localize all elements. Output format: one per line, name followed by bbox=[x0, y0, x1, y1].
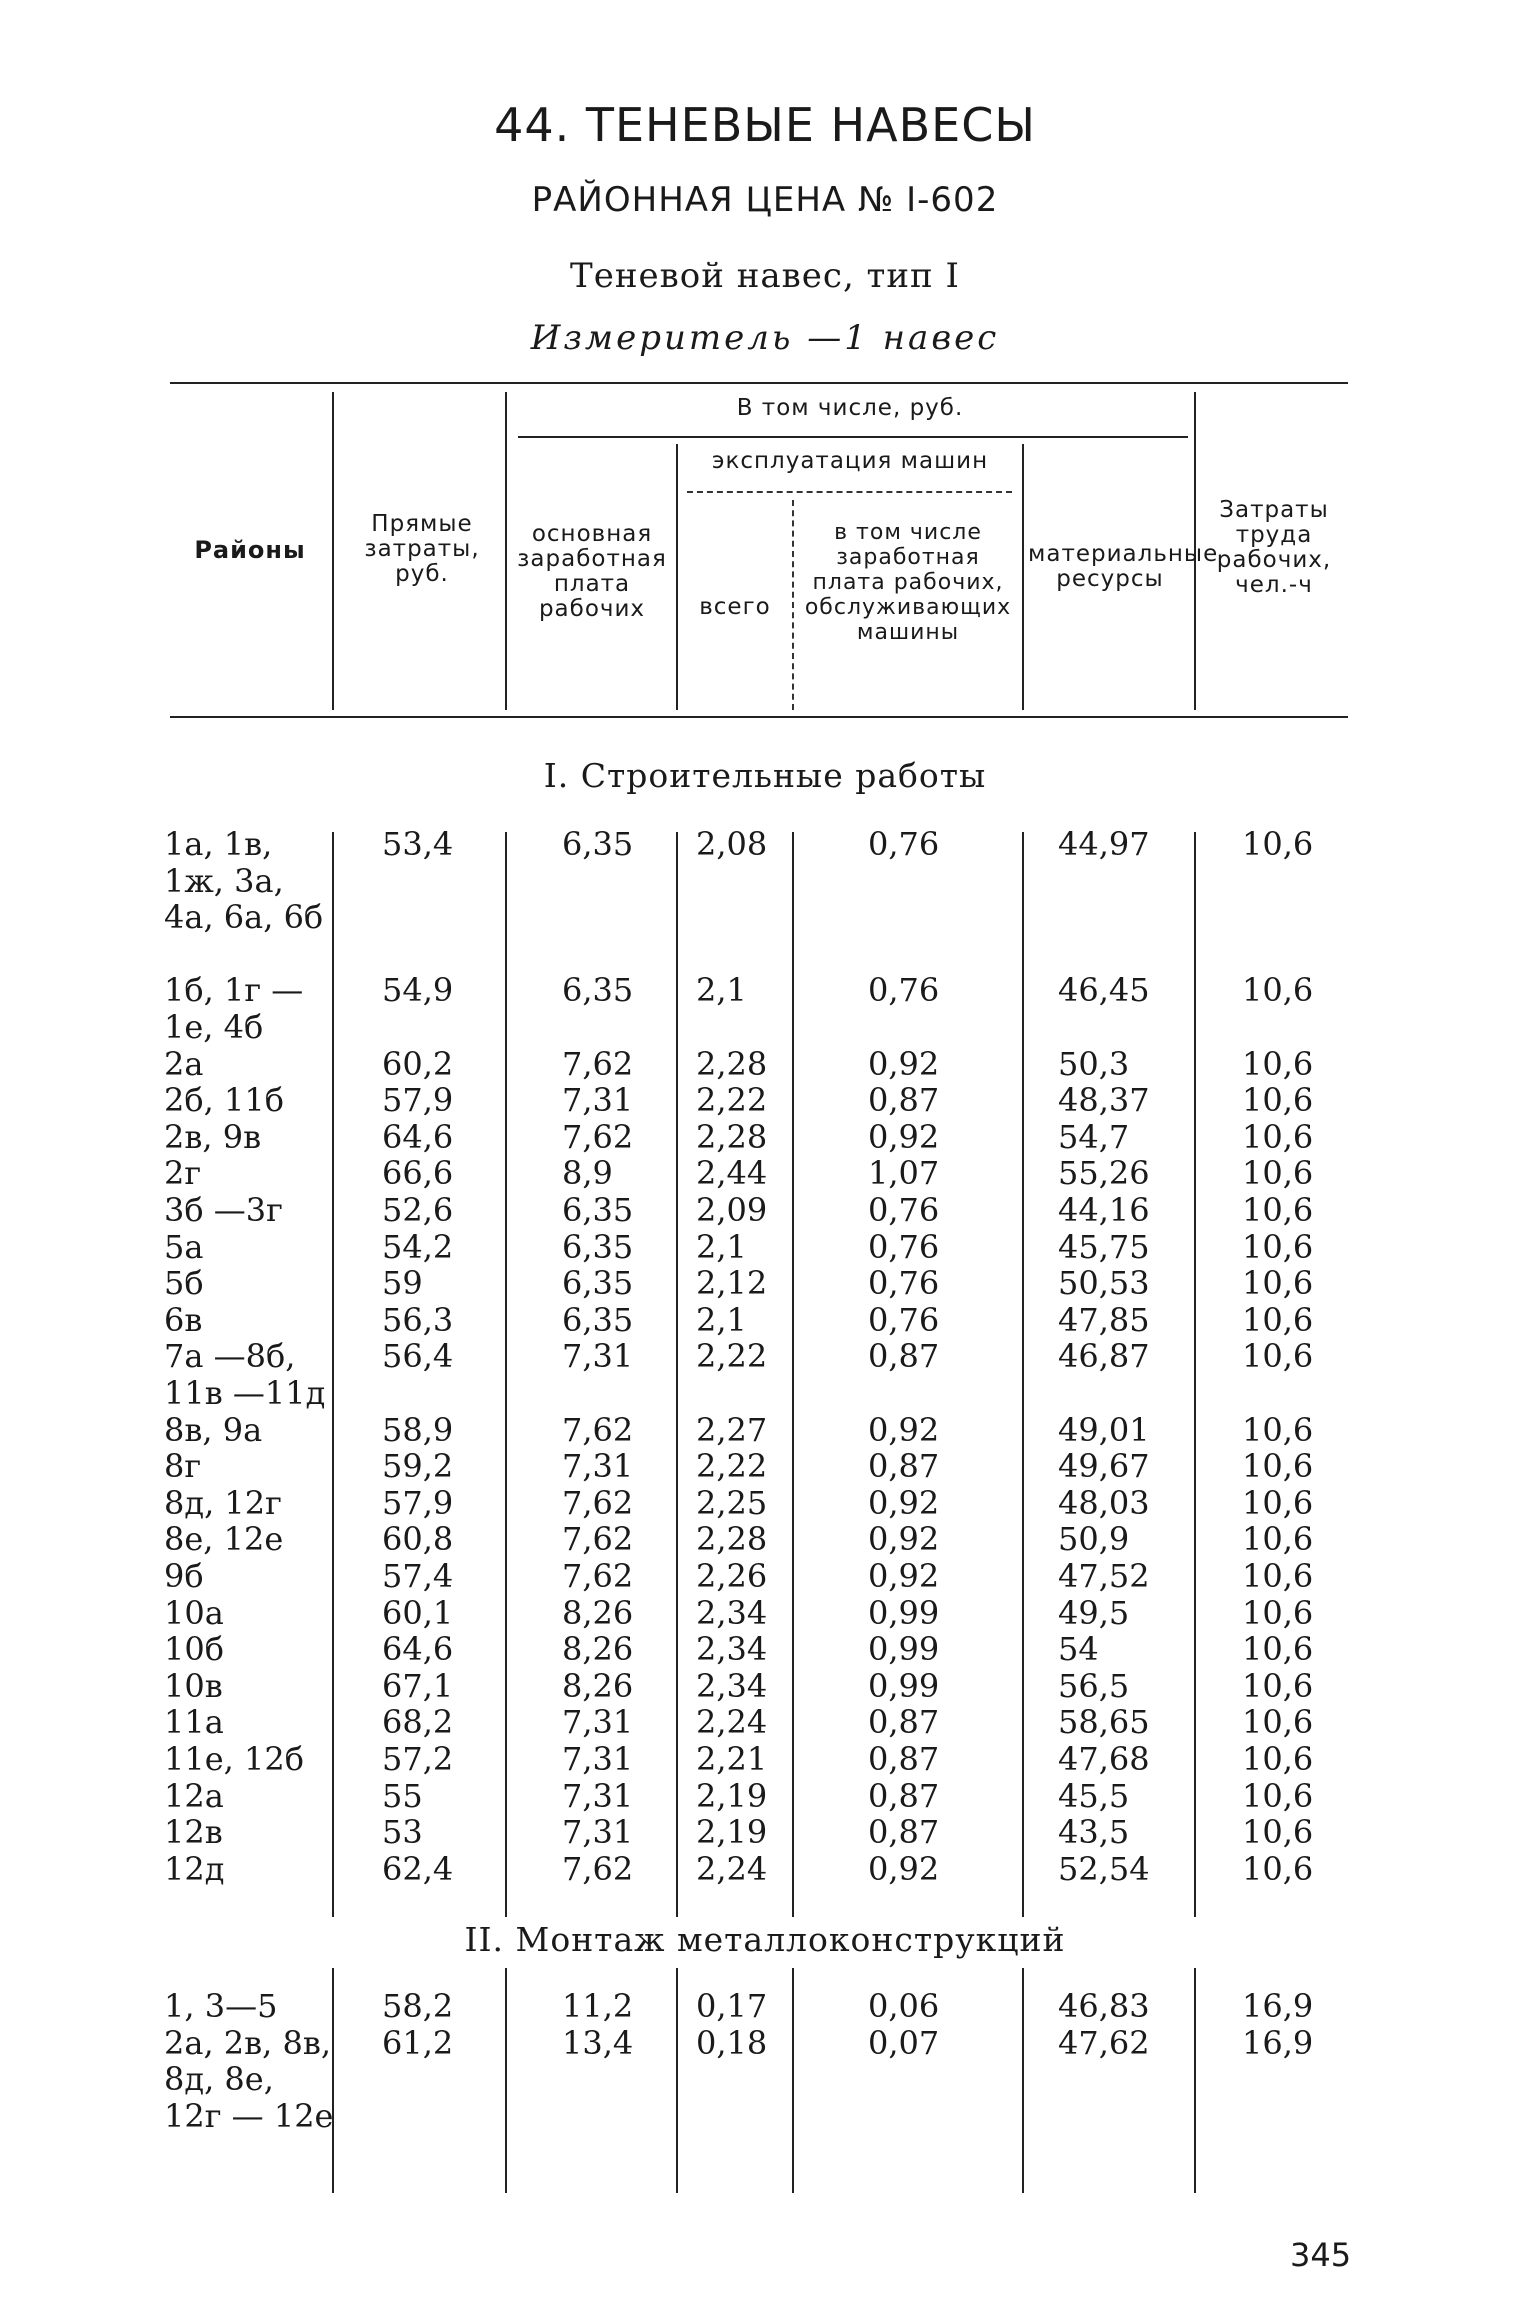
direct-cost-cell: 66,6 bbox=[382, 1154, 454, 1193]
machines-salary-cell: 1,07 bbox=[868, 1154, 940, 1193]
materials-cell: 44,97 bbox=[1058, 825, 1150, 863]
district-cell: 1, 3—5 bbox=[164, 1987, 278, 2025]
machines-total-cell: 2,28 bbox=[696, 1044, 768, 1083]
salary-cell: 7,62 bbox=[562, 1520, 634, 1559]
salary-cell: 8,26 bbox=[562, 1666, 634, 1705]
header-machines-salary: в том числе заработная плата рабочих, обслуживающих машины bbox=[804, 520, 1012, 645]
district-cell: 8е, 12е bbox=[164, 1520, 284, 1559]
labor-cell: 10,6 bbox=[1242, 1044, 1314, 1083]
labor-cell: 10,6 bbox=[1242, 1776, 1314, 1815]
materials-cell: 47,52 bbox=[1058, 1557, 1150, 1595]
salary-cell: 7,62 bbox=[562, 1044, 634, 1083]
machines-salary-cell: 0,92 bbox=[868, 1044, 940, 1083]
district-cell: 10б bbox=[164, 1630, 224, 1669]
column-divider bbox=[1022, 832, 1024, 1917]
column-divider bbox=[1022, 1968, 1024, 2193]
including-rule bbox=[518, 436, 1188, 438]
machines-total-cell: 2,22 bbox=[696, 1337, 768, 1376]
materials-cell: 44,16 bbox=[1058, 1191, 1150, 1229]
salary-cell: 7,62 bbox=[562, 1410, 634, 1449]
labor-cell: 10,6 bbox=[1242, 1154, 1314, 1193]
salary-cell: 6,35 bbox=[562, 1264, 634, 1303]
machines-total-cell: 0,18 bbox=[696, 2023, 768, 2062]
direct-cost-cell: 57,9 bbox=[382, 1483, 454, 1522]
machines-total-cell: 2,28 bbox=[696, 1520, 768, 1559]
column-divider bbox=[792, 832, 794, 1917]
materials-cell: 58,65 bbox=[1058, 1703, 1150, 1742]
district-cell: 2а bbox=[164, 1044, 204, 1083]
machines-salary-cell: 0,76 bbox=[868, 1227, 940, 1266]
direct-cost-cell: 64,6 bbox=[382, 1117, 454, 1156]
machines-total-cell: 2,34 bbox=[696, 1593, 768, 1632]
salary-cell: 8,26 bbox=[562, 1593, 634, 1632]
header-direct-costs: Прямые затраты, руб. bbox=[364, 511, 480, 587]
labor-cell: 10,6 bbox=[1242, 1849, 1314, 1888]
direct-cost-cell: 60,1 bbox=[382, 1593, 454, 1632]
section-title: II. Монтаж металлоконструкций bbox=[464, 1920, 1066, 1959]
machines-salary-cell: 0,87 bbox=[868, 1703, 940, 1742]
direct-cost-cell: 60,8 bbox=[382, 1520, 454, 1559]
district-cell: 11е, 12б bbox=[164, 1740, 304, 1778]
direct-cost-cell: 62,4 bbox=[382, 1849, 454, 1888]
labor-cell: 10,6 bbox=[1242, 1520, 1314, 1559]
machines-salary-cell: 0,92 bbox=[868, 1557, 940, 1595]
district-cell: 5а bbox=[164, 1227, 204, 1266]
labor-cell: 10,6 bbox=[1242, 1227, 1314, 1266]
salary-cell: 7,31 bbox=[562, 1740, 634, 1778]
labor-cell: 10,6 bbox=[1242, 1593, 1314, 1632]
labor-cell: 10,6 bbox=[1242, 971, 1314, 1010]
labor-cell: 10,6 bbox=[1242, 1337, 1314, 1376]
machines-total-cell: 2,19 bbox=[696, 1813, 768, 1852]
machines-salary-cell: 0,76 bbox=[868, 825, 940, 863]
salary-cell: 7,62 bbox=[562, 1117, 634, 1156]
district-cell: 2в, 9в bbox=[164, 1117, 262, 1156]
district-cell: 2б, 11б bbox=[164, 1081, 284, 1120]
direct-cost-cell: 57,4 bbox=[382, 1557, 454, 1595]
district-cell: 8г bbox=[164, 1447, 202, 1486]
header-materials: материальные ресурсы bbox=[1028, 541, 1219, 592]
unit-of-measure: Измеритель —1 навес bbox=[530, 318, 1000, 358]
header-districts: Районы bbox=[194, 536, 306, 564]
direct-cost-cell: 60,2 bbox=[382, 1044, 454, 1083]
materials-cell: 43,5 bbox=[1058, 1813, 1130, 1852]
materials-cell: 45,75 bbox=[1058, 1227, 1150, 1266]
salary-cell: 7,62 bbox=[562, 1483, 634, 1522]
machines-total-cell: 2,44 bbox=[696, 1154, 768, 1193]
column-divider bbox=[792, 1968, 794, 2193]
materials-cell: 45,5 bbox=[1058, 1776, 1130, 1815]
machines-total-cell: 2,27 bbox=[696, 1410, 768, 1449]
direct-cost-cell: 54,9 bbox=[382, 971, 454, 1010]
materials-cell: 48,37 bbox=[1058, 1081, 1150, 1120]
machines-salary-cell: 0,99 bbox=[868, 1593, 940, 1632]
salary-cell: 7,31 bbox=[562, 1703, 634, 1742]
materials-cell: 50,53 bbox=[1058, 1264, 1150, 1303]
materials-cell: 50,3 bbox=[1058, 1044, 1130, 1083]
machines-total-cell: 2,22 bbox=[696, 1081, 768, 1120]
direct-cost-cell: 55 bbox=[382, 1776, 423, 1815]
machines-salary-cell: 0,87 bbox=[868, 1337, 940, 1376]
header-divider bbox=[792, 500, 794, 710]
machines-salary-cell: 0,87 bbox=[868, 1081, 940, 1120]
header-divider bbox=[676, 444, 678, 710]
labor-cell: 10,6 bbox=[1242, 1630, 1314, 1669]
district-cell: 7а —8б, 11в —11д bbox=[164, 1337, 326, 1412]
machines-total-cell: 2,34 bbox=[696, 1630, 768, 1669]
materials-cell: 46,45 bbox=[1058, 971, 1150, 1010]
machines-total-cell: 2,19 bbox=[696, 1776, 768, 1815]
page-number: 345 bbox=[1290, 2236, 1352, 2274]
labor-cell: 10,6 bbox=[1242, 1813, 1314, 1852]
materials-cell: 49,67 bbox=[1058, 1447, 1150, 1486]
header-including: В том числе, руб. bbox=[736, 395, 964, 421]
district-cell: 12а bbox=[164, 1776, 224, 1815]
labor-cell: 10,6 bbox=[1242, 1483, 1314, 1522]
column-divider bbox=[676, 832, 678, 1917]
district-cell: 10а bbox=[164, 1593, 224, 1632]
machines-total-cell: 2,12 bbox=[696, 1264, 768, 1303]
machines-salary-cell: 0,06 bbox=[868, 1987, 940, 2025]
district-cell: 1б, 1г — 1е, 4б bbox=[164, 971, 304, 1046]
labor-cell: 10,6 bbox=[1242, 1191, 1314, 1229]
machines-rule bbox=[687, 491, 1012, 493]
salary-cell: 7,31 bbox=[562, 1081, 634, 1120]
machines-total-cell: 2,22 bbox=[696, 1447, 768, 1486]
direct-cost-cell: 67,1 bbox=[382, 1666, 454, 1705]
district-cell: 12д bbox=[164, 1849, 225, 1888]
machines-total-cell: 2,1 bbox=[696, 1300, 747, 1339]
salary-cell: 6,35 bbox=[562, 1227, 634, 1266]
machines-total-cell: 2,09 bbox=[696, 1191, 768, 1229]
materials-cell: 48,03 bbox=[1058, 1483, 1150, 1522]
direct-cost-cell: 56,3 bbox=[382, 1300, 454, 1339]
direct-cost-cell: 54,2 bbox=[382, 1227, 454, 1266]
machines-salary-cell: 0,87 bbox=[868, 1776, 940, 1815]
district-cell: 8д, 12г bbox=[164, 1483, 282, 1522]
machines-salary-cell: 0,87 bbox=[868, 1447, 940, 1486]
materials-cell: 52,54 bbox=[1058, 1849, 1150, 1888]
header-machines: эксплуатация машин bbox=[711, 448, 989, 474]
direct-cost-cell: 58,9 bbox=[382, 1410, 454, 1449]
salary-cell: 6,35 bbox=[562, 1300, 634, 1339]
materials-cell: 49,01 bbox=[1058, 1410, 1150, 1449]
column-divider bbox=[1194, 1968, 1196, 2193]
machines-total-cell: 2,08 bbox=[696, 825, 768, 863]
materials-cell: 47,62 bbox=[1058, 2023, 1150, 2062]
salary-cell: 11,2 bbox=[562, 1987, 634, 2025]
header-bottom-rule bbox=[170, 716, 1348, 718]
labor-cell: 10,6 bbox=[1242, 1557, 1314, 1595]
machines-total-cell: 2,1 bbox=[696, 1227, 747, 1266]
materials-cell: 46,83 bbox=[1058, 1987, 1150, 2025]
header-machines-total: всего bbox=[699, 594, 771, 620]
header-labor: Затраты труда рабочих, чел.-ч bbox=[1216, 497, 1332, 598]
machines-total-cell: 2,25 bbox=[696, 1483, 768, 1522]
machines-salary-cell: 0,76 bbox=[868, 1300, 940, 1339]
machines-total-cell: 2,34 bbox=[696, 1666, 768, 1705]
table-subtitle: Теневой навес, тип I bbox=[570, 256, 960, 296]
labor-cell: 10,6 bbox=[1242, 1264, 1314, 1303]
direct-cost-cell: 59 bbox=[382, 1264, 423, 1303]
labor-cell: 10,6 bbox=[1242, 1666, 1314, 1705]
machines-total-cell: 2,24 bbox=[696, 1703, 768, 1742]
machines-total-cell: 2,21 bbox=[696, 1740, 768, 1778]
salary-cell: 8,9 bbox=[562, 1154, 613, 1193]
direct-cost-cell: 52,6 bbox=[382, 1191, 454, 1229]
materials-cell: 49,5 bbox=[1058, 1593, 1130, 1632]
machines-salary-cell: 0,92 bbox=[868, 1483, 940, 1522]
machines-salary-cell: 0,76 bbox=[868, 1264, 940, 1303]
direct-cost-cell: 64,6 bbox=[382, 1630, 454, 1669]
materials-cell: 56,5 bbox=[1058, 1666, 1130, 1705]
price-code: РАЙОННАЯ ЦЕНА № I-602 bbox=[531, 180, 999, 220]
labor-cell: 10,6 bbox=[1242, 1410, 1314, 1449]
table-top-rule bbox=[170, 382, 1348, 384]
district-cell: 1а, 1в, 1ж, 3а, 4а, 6а, 6б bbox=[164, 825, 324, 937]
salary-cell: 7,31 bbox=[562, 1776, 634, 1815]
machines-salary-cell: 0,99 bbox=[868, 1630, 940, 1669]
labor-cell: 10,6 bbox=[1242, 1117, 1314, 1156]
salary-cell: 6,35 bbox=[562, 825, 634, 863]
labor-cell: 16,9 bbox=[1242, 1987, 1314, 2025]
direct-cost-cell: 56,4 bbox=[382, 1337, 454, 1376]
district-cell: 8в, 9а bbox=[164, 1410, 263, 1449]
column-divider bbox=[505, 1968, 507, 2193]
machines-salary-cell: 0,92 bbox=[868, 1849, 940, 1888]
machines-salary-cell: 0,99 bbox=[868, 1666, 940, 1705]
labor-cell: 10,6 bbox=[1242, 1447, 1314, 1486]
labor-cell: 10,6 bbox=[1242, 1703, 1314, 1742]
district-cell: 3б —3г bbox=[164, 1191, 283, 1229]
district-cell: 6в bbox=[164, 1300, 203, 1339]
materials-cell: 55,26 bbox=[1058, 1154, 1150, 1193]
column-divider bbox=[505, 832, 507, 1917]
page-title: 44. ТЕНЕВЫЕ НАВЕСЫ bbox=[494, 98, 1036, 152]
machines-salary-cell: 0,87 bbox=[868, 1740, 940, 1778]
salary-cell: 13,4 bbox=[562, 2023, 634, 2062]
direct-cost-cell: 61,2 bbox=[382, 2023, 454, 2062]
direct-cost-cell: 53 bbox=[382, 1813, 423, 1852]
district-cell: 9б bbox=[164, 1557, 204, 1595]
column-divider bbox=[1194, 832, 1196, 1917]
machines-salary-cell: 0,92 bbox=[868, 1117, 940, 1156]
direct-cost-cell: 59,2 bbox=[382, 1447, 454, 1486]
salary-cell: 6,35 bbox=[562, 971, 634, 1010]
salary-cell: 7,31 bbox=[562, 1337, 634, 1376]
labor-cell: 10,6 bbox=[1242, 1300, 1314, 1339]
header-salary: основная заработная плата рабочих bbox=[517, 521, 667, 622]
salary-cell: 8,26 bbox=[562, 1630, 634, 1669]
materials-cell: 47,68 bbox=[1058, 1740, 1150, 1778]
machines-total-cell: 2,28 bbox=[696, 1117, 768, 1156]
salary-cell: 7,31 bbox=[562, 1447, 634, 1486]
direct-cost-cell: 53,4 bbox=[382, 825, 454, 863]
labor-cell: 10,6 bbox=[1242, 1740, 1314, 1778]
salary-cell: 7,62 bbox=[562, 1849, 634, 1888]
header-divider bbox=[505, 392, 507, 710]
header-divider bbox=[332, 392, 334, 710]
salary-cell: 7,31 bbox=[562, 1813, 634, 1852]
materials-cell: 54 bbox=[1058, 1630, 1099, 1669]
materials-cell: 50,9 bbox=[1058, 1520, 1130, 1559]
salary-cell: 7,62 bbox=[562, 1557, 634, 1595]
machines-salary-cell: 0,07 bbox=[868, 2023, 940, 2062]
labor-cell: 16,9 bbox=[1242, 2023, 1314, 2062]
machines-salary-cell: 0,76 bbox=[868, 1191, 940, 1229]
direct-cost-cell: 57,2 bbox=[382, 1740, 454, 1778]
machines-total-cell: 2,26 bbox=[696, 1557, 768, 1595]
machines-salary-cell: 0,92 bbox=[868, 1410, 940, 1449]
materials-cell: 46,87 bbox=[1058, 1337, 1150, 1376]
labor-cell: 10,6 bbox=[1242, 1081, 1314, 1120]
labor-cell: 10,6 bbox=[1242, 825, 1314, 863]
machines-total-cell: 0,17 bbox=[696, 1987, 768, 2025]
machines-total-cell: 2,1 bbox=[696, 971, 747, 1010]
materials-cell: 47,85 bbox=[1058, 1300, 1150, 1339]
district-cell: 10в bbox=[164, 1666, 223, 1705]
district-cell: 2г bbox=[164, 1154, 202, 1193]
district-cell: 5б bbox=[164, 1264, 204, 1303]
machines-salary-cell: 0,76 bbox=[868, 971, 940, 1010]
materials-cell: 54,7 bbox=[1058, 1117, 1130, 1156]
district-cell: 12в bbox=[164, 1813, 223, 1852]
machines-salary-cell: 0,92 bbox=[868, 1520, 940, 1559]
section-title: I. Строительные работы bbox=[543, 756, 987, 795]
district-cell: 11а bbox=[164, 1703, 224, 1742]
direct-cost-cell: 57,9 bbox=[382, 1081, 454, 1120]
direct-cost-cell: 58,2 bbox=[382, 1987, 454, 2025]
machines-total-cell: 2,24 bbox=[696, 1849, 768, 1888]
header-divider bbox=[1022, 444, 1024, 710]
salary-cell: 6,35 bbox=[562, 1191, 634, 1229]
direct-cost-cell: 68,2 bbox=[382, 1703, 454, 1742]
machines-salary-cell: 0,87 bbox=[868, 1813, 940, 1852]
column-divider bbox=[676, 1968, 678, 2193]
district-cell: 2а, 2в, 8в, 8д, 8е, 12г — 12е bbox=[164, 2023, 334, 2135]
